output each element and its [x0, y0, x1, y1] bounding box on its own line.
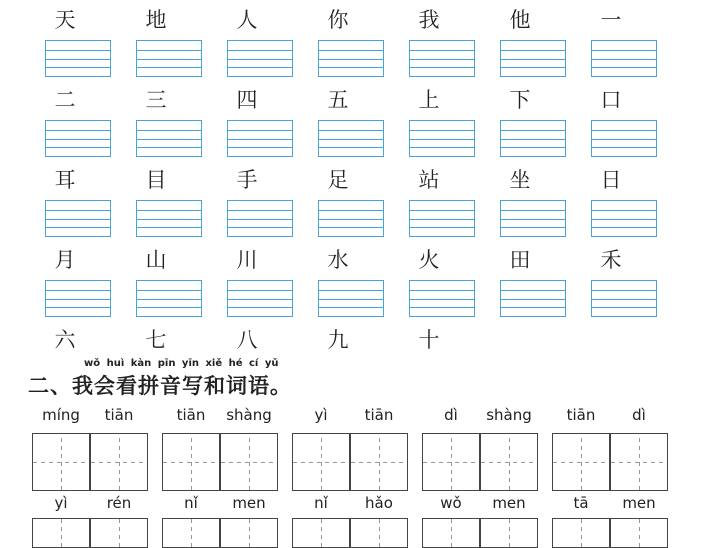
- pinyin-writing-box[interactable]: [500, 200, 566, 237]
- tianzige-box[interactable]: [292, 433, 350, 491]
- tianzige-box[interactable]: [552, 433, 610, 491]
- section-heading: 二、我会看拼音写和词语。: [28, 374, 292, 398]
- character: 四: [236, 88, 258, 112]
- tianzige-box[interactable]: [552, 518, 610, 548]
- tianzige-box[interactable]: [480, 433, 538, 491]
- tianzige-box[interactable]: [350, 518, 408, 548]
- character: 禾: [600, 248, 622, 272]
- character: 坐: [509, 168, 531, 192]
- character: 上: [418, 88, 440, 112]
- pinyin-writing-box[interactable]: [591, 40, 657, 77]
- character: 耳: [54, 168, 76, 192]
- character: 下: [509, 88, 531, 112]
- pinyin-writing-box[interactable]: [45, 120, 111, 157]
- pinyin-writing-box[interactable]: [136, 200, 202, 237]
- word-pinyin: míng: [42, 406, 80, 424]
- character: 七: [145, 328, 167, 352]
- character: 一: [600, 8, 622, 32]
- character: 十: [418, 328, 440, 352]
- pinyin-writing-box[interactable]: [500, 280, 566, 317]
- pinyin-writing-box[interactable]: [409, 120, 475, 157]
- pinyin-writing-box[interactable]: [591, 120, 657, 157]
- tianzige-box[interactable]: [90, 433, 148, 491]
- character: 人: [236, 8, 258, 32]
- pinyin-writing-box[interactable]: [136, 280, 202, 317]
- word-pinyin: tiān: [176, 406, 206, 424]
- character: 他: [509, 8, 531, 32]
- character: 手: [236, 168, 258, 192]
- word-pinyin: tiān: [364, 406, 394, 424]
- word-pinyin: nǐ: [314, 494, 328, 512]
- character: 八: [236, 328, 258, 352]
- pinyin-writing-box[interactable]: [227, 280, 293, 317]
- character: 二: [54, 88, 76, 112]
- character: 六: [54, 328, 76, 352]
- character: 目: [145, 168, 167, 192]
- pinyin-writing-box[interactable]: [45, 280, 111, 317]
- tianzige-box[interactable]: [350, 433, 408, 491]
- word-pinyin: wǒ: [440, 494, 462, 512]
- character: 日: [600, 168, 622, 192]
- pinyin-writing-box[interactable]: [318, 200, 384, 237]
- pinyin-writing-box[interactable]: [136, 120, 202, 157]
- tianzige-box[interactable]: [162, 433, 220, 491]
- character: 五: [327, 88, 349, 112]
- word-pinyin: tiān: [566, 406, 596, 424]
- word-pinyin: tiān: [104, 406, 134, 424]
- tianzige-box[interactable]: [90, 518, 148, 548]
- character: 我: [418, 8, 440, 32]
- character: 地: [145, 8, 167, 32]
- pinyin-writing-box[interactable]: [136, 40, 202, 77]
- pinyin-writing-box[interactable]: [227, 200, 293, 237]
- word-pinyin: rén: [106, 494, 132, 512]
- character: 你: [327, 8, 349, 32]
- character: 口: [600, 88, 622, 112]
- pinyin-writing-box[interactable]: [45, 40, 111, 77]
- word-pinyin: shàng: [486, 406, 532, 424]
- pinyin-writing-box[interactable]: [591, 200, 657, 237]
- word-pinyin: yì: [314, 406, 328, 424]
- character: 月: [54, 248, 76, 272]
- word-pinyin: dì: [632, 406, 646, 424]
- tianzige-box[interactable]: [162, 518, 220, 548]
- tianzige-box[interactable]: [220, 433, 278, 491]
- tianzige-box[interactable]: [610, 518, 668, 548]
- tianzige-box[interactable]: [610, 433, 668, 491]
- pinyin-writing-box[interactable]: [591, 280, 657, 317]
- tianzige-box[interactable]: [32, 433, 90, 491]
- character: 站: [418, 168, 440, 192]
- tianzige-box[interactable]: [220, 518, 278, 548]
- tianzige-box[interactable]: [422, 433, 480, 491]
- pinyin-writing-box[interactable]: [409, 200, 475, 237]
- pinyin-writing-box[interactable]: [227, 120, 293, 157]
- character: 火: [418, 248, 440, 272]
- tianzige-box[interactable]: [422, 518, 480, 548]
- word-pinyin: men: [622, 494, 656, 512]
- word-pinyin: shàng: [226, 406, 272, 424]
- tianzige-box[interactable]: [32, 518, 90, 548]
- pinyin-writing-box[interactable]: [227, 40, 293, 77]
- word-pinyin: hǎo: [365, 494, 393, 512]
- character: 足: [327, 168, 349, 192]
- character: 川: [236, 248, 258, 272]
- character: 山: [145, 248, 167, 272]
- heading-pinyin: wǒ huì kàn pīn yīn xiě hé cí yǔ: [84, 358, 279, 369]
- word-pinyin: dì: [444, 406, 458, 424]
- tianzige-box[interactable]: [480, 518, 538, 548]
- word-pinyin: men: [232, 494, 266, 512]
- character: 田: [509, 248, 531, 272]
- pinyin-writing-box[interactable]: [318, 120, 384, 157]
- word-pinyin: yì: [54, 494, 68, 512]
- word-pinyin: tā: [573, 494, 589, 512]
- pinyin-writing-box[interactable]: [45, 200, 111, 237]
- pinyin-writing-box[interactable]: [409, 40, 475, 77]
- character: 九: [327, 328, 349, 352]
- tianzige-box[interactable]: [292, 518, 350, 548]
- character: 水: [327, 248, 349, 272]
- pinyin-writing-box[interactable]: [318, 40, 384, 77]
- character: 天: [54, 8, 76, 32]
- character: 三: [145, 88, 167, 112]
- pinyin-writing-box[interactable]: [318, 280, 384, 317]
- word-pinyin: men: [492, 494, 526, 512]
- pinyin-writing-box[interactable]: [500, 120, 566, 157]
- word-pinyin: nǐ: [184, 494, 198, 512]
- pinyin-writing-box[interactable]: [409, 280, 475, 317]
- pinyin-writing-box[interactable]: [500, 40, 566, 77]
